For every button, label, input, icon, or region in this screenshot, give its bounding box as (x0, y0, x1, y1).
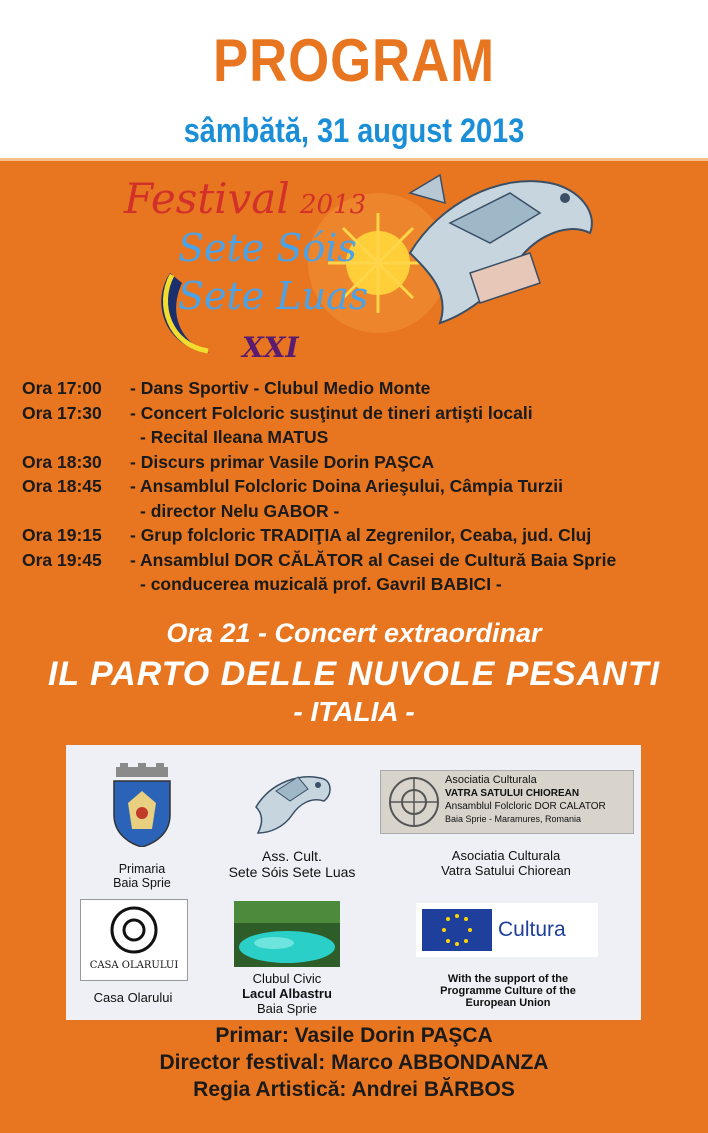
program-text: - Grup folcloric TRADIŢIA al Zegrenilor, Ceaba, jud. Cluj (130, 525, 592, 545)
event-date: sâmbătă, 31 august 2013 (183, 112, 525, 150)
sponsor-asscult-line2: Sete Sóis Sete Luas (228, 864, 356, 880)
sponsor-eu-line1: With the support of the (447, 973, 569, 985)
sponsor-casa-olarului: Casa Olarului (93, 990, 173, 1005)
program-text: - conducerea muzicală prof. Gavril BABICI - (140, 574, 502, 594)
program-row (22, 427, 702, 452)
sponsor-civic-line2: Lacul Albastru (242, 986, 332, 1001)
program-text: - Ansamblul DOR CĂLĂTOR al Casei de Cultură Baia Sprie (130, 549, 617, 570)
concert-country: - ITALIA - (293, 696, 415, 727)
vatra-logo (380, 770, 634, 834)
logo-edition: XXI (242, 331, 299, 364)
rosette-icon (387, 775, 441, 829)
eu-flag-icon (422, 909, 492, 951)
coat-of-arms-icon (108, 763, 176, 847)
program-row (22, 550, 702, 575)
festival-logo-art (110, 163, 610, 375)
sponsor-primaria-line2: Baia Sprie (113, 876, 171, 890)
program-schedule (22, 378, 702, 599)
program-row (22, 378, 702, 403)
program-row (22, 452, 702, 477)
program-row (22, 403, 702, 428)
sponsor-eu (410, 973, 606, 1009)
program-row (22, 476, 702, 501)
concert-band: IL PARTO DELLE NUVOLE PESANTI (47, 655, 661, 693)
credits-footer (0, 1022, 708, 1103)
sponsor-primaria (86, 862, 198, 890)
header (0, 0, 708, 160)
headline-concert (0, 618, 708, 728)
sponsor-primaria-line1: Primaria (118, 862, 166, 876)
sponsor-vatra-line2: Vatra Satului Chiorean (441, 863, 571, 878)
program-time: Ora 17:30 (22, 402, 102, 423)
eu-culture-logo (416, 903, 598, 957)
credit-mayor: Primar: Vasile Dorin PAŞCA (215, 1024, 493, 1047)
cultura-logo-text: Cultura (498, 918, 566, 941)
program-text: - director Nelu GABOR - (140, 500, 340, 521)
sponsor-civic-line1: Clubul Civic (252, 971, 322, 986)
program-row (22, 574, 702, 599)
program-text: - Ansamblul Folcloric Doina Arieşului, Câmpia Turzii (130, 476, 564, 496)
program-row (22, 501, 702, 526)
program-time: Ora 17:00 (22, 378, 102, 398)
program-text: - Discurs primar Vasile Dorin PAŞCA (130, 451, 435, 472)
casa-olarului-logo-text: CASA OLARULUI (89, 960, 179, 971)
bird-logo-icon (246, 767, 334, 837)
lake-photo (234, 901, 340, 967)
sponsor-civic-line3: Baia Sprie (257, 1001, 317, 1016)
program-row (22, 525, 702, 550)
concert-time: Ora 21 - Concert extraordinar (166, 618, 542, 648)
vatra-logo-line1: Asociatia Culturala (445, 774, 537, 786)
vatra-logo-line2: VATRA SATULUI CHIOREAN (445, 788, 580, 799)
credit-director: Director festival: Marco ABBONDANZA (159, 1051, 549, 1074)
program-text: - Recital Ileana MATUS (140, 427, 329, 447)
logo-sete-sois: Sete Sóis (178, 226, 357, 270)
credit-artistic: Regia Artistică: Andrei BĂRBOS (193, 1078, 515, 1101)
page-title: PROGRAM (213, 27, 495, 94)
bird-icon (410, 175, 592, 323)
sponsor-eu-line2: Programme Culture of the (440, 985, 576, 997)
program-text: - Concert Folcloric susţinut de tineri artişti locali (130, 402, 533, 423)
header-divider (0, 158, 708, 161)
program-time: Ora 18:30 (22, 451, 102, 472)
logo-year: 2013 (300, 190, 367, 220)
vatra-logo-text (445, 774, 606, 826)
sponsors-panel (66, 745, 641, 1020)
festival-logo (110, 163, 610, 375)
sponsor-asscult-line1: Ass. Cult. (262, 848, 322, 864)
logo-festival-word: Festival (124, 174, 290, 223)
logo-sete-luas: Sete Luas (178, 274, 369, 318)
vatra-logo-line3: Ansamblul Folcloric DOR CALATOR (445, 801, 606, 812)
program-time: Ora 18:45 (22, 476, 102, 496)
program-time: Ora 19:15 (22, 525, 102, 545)
sponsor-eu-line3: European Union (465, 997, 551, 1009)
program-time: Ora 19:45 (22, 549, 102, 570)
sponsor-lacul-albastru (216, 971, 358, 1016)
sponsor-sete-sois (204, 848, 380, 880)
casa-olarului-logo (80, 899, 188, 981)
vatra-logo-line4: Baia Sprie - Maramures, Romania (445, 814, 582, 824)
sponsor-vatra-line1: Asociatia Culturala (451, 848, 561, 863)
program-text: - Dans Sportiv - Clubul Medio Monte (130, 378, 431, 398)
sponsor-vatra (390, 848, 622, 878)
pottery-icon (105, 904, 163, 956)
